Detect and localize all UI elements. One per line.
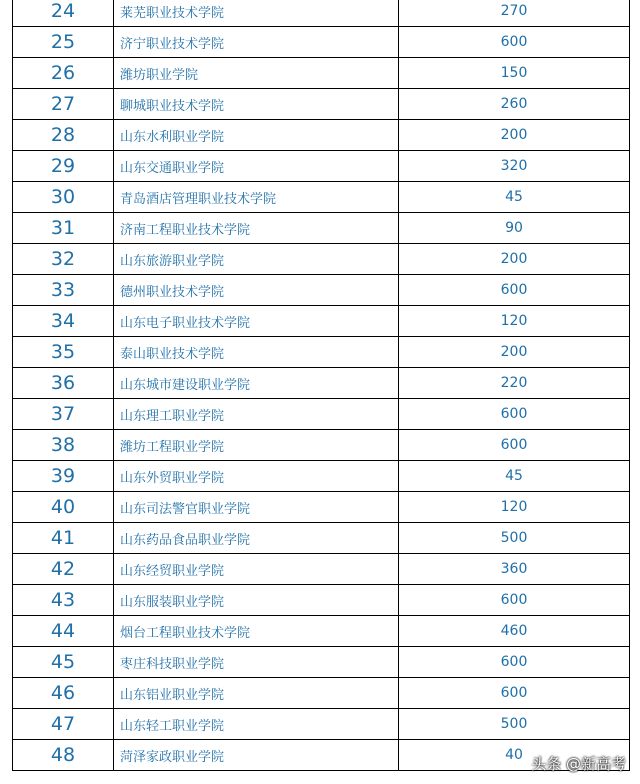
row-number-cell: 36 <box>13 368 114 399</box>
table-row <box>13 368 630 399</box>
row-number-cell: 34 <box>13 306 114 337</box>
row-number-cell: 44 <box>13 616 114 647</box>
college-name-cell: 潍坊工程职业学院 <box>114 430 399 461</box>
row-number-cell: 42 <box>13 554 114 585</box>
college-name-cell: 山东理工职业学院 <box>114 399 399 430</box>
quota-cell: 220 <box>399 368 630 399</box>
table-row <box>13 0 630 27</box>
quota-cell: 45 <box>399 461 630 492</box>
table-row <box>13 616 630 647</box>
table-row <box>13 647 630 678</box>
quota-cell: 600 <box>399 27 630 58</box>
quota-cell: 270 <box>399 0 630 27</box>
college-name-cell: 德州职业技术学院 <box>114 275 399 306</box>
college-name-cell: 烟台工程职业技术学院 <box>114 616 399 647</box>
table-row <box>13 306 630 337</box>
table-row <box>13 492 630 523</box>
row-number-cell: 25 <box>13 27 114 58</box>
college-name-cell: 泰山职业技术学院 <box>114 337 399 368</box>
college-name-cell: 莱芜职业技术学院 <box>114 0 399 27</box>
college-name-cell: 山东交通职业学院 <box>114 151 399 182</box>
table-row <box>13 182 630 213</box>
table-row <box>13 554 630 585</box>
college-name-cell: 聊城职业技术学院 <box>114 89 399 120</box>
quota-cell: 200 <box>399 337 630 368</box>
quota-cell: 500 <box>399 709 630 740</box>
quota-cell: 600 <box>399 647 630 678</box>
row-number-cell: 26 <box>13 58 114 89</box>
quota-cell: 45 <box>399 182 630 213</box>
quota-cell: 600 <box>399 430 630 461</box>
college-name-cell: 山东经贸职业学院 <box>114 554 399 585</box>
row-number-cell: 45 <box>13 647 114 678</box>
quota-cell: 500 <box>399 523 630 554</box>
college-name-cell: 济南工程职业技术学院 <box>114 213 399 244</box>
row-number-cell: 39 <box>13 461 114 492</box>
quota-cell: 120 <box>399 306 630 337</box>
row-number-cell: 46 <box>13 678 114 709</box>
quota-cell: 150 <box>399 58 630 89</box>
college-name-cell: 山东旅游职业学院 <box>114 244 399 275</box>
quota-cell: 600 <box>399 275 630 306</box>
table-row <box>13 27 630 58</box>
college-name-cell: 山东电子职业技术学院 <box>114 306 399 337</box>
row-number-cell: 24 <box>13 0 114 27</box>
quota-cell: 260 <box>399 89 630 120</box>
quota-cell: 120 <box>399 492 630 523</box>
table-row <box>13 120 630 151</box>
college-name-cell: 山东司法警官职业学院 <box>114 492 399 523</box>
row-number-cell: 30 <box>13 182 114 213</box>
college-name-cell: 山东城市建设职业学院 <box>114 368 399 399</box>
quota-cell: 600 <box>399 585 630 616</box>
college-name-cell: 山东水利职业学院 <box>114 120 399 151</box>
row-number-cell: 40 <box>13 492 114 523</box>
table-body <box>13 0 630 771</box>
row-number-cell: 48 <box>13 740 114 771</box>
table-row <box>13 89 630 120</box>
row-number-cell: 37 <box>13 399 114 430</box>
table-row <box>13 709 630 740</box>
table-row <box>13 430 630 461</box>
quota-cell: 200 <box>399 244 630 275</box>
quota-cell: 200 <box>399 120 630 151</box>
table-row <box>13 337 630 368</box>
college-name-cell: 山东服装职业学院 <box>114 585 399 616</box>
college-name-cell: 潍坊职业学院 <box>114 58 399 89</box>
college-name-cell: 济宁职业技术学院 <box>114 27 399 58</box>
college-name-cell: 枣庄科技职业学院 <box>114 647 399 678</box>
table-row <box>13 244 630 275</box>
quota-cell: 460 <box>399 616 630 647</box>
row-number-cell: 33 <box>13 275 114 306</box>
quota-cell: 360 <box>399 554 630 585</box>
table-row <box>13 213 630 244</box>
table-row <box>13 399 630 430</box>
row-number-cell: 47 <box>13 709 114 740</box>
row-number-cell: 29 <box>13 151 114 182</box>
table-row <box>13 151 630 182</box>
quota-cell: 40 <box>399 740 630 771</box>
quota-cell: 320 <box>399 151 630 182</box>
quota-cell: 90 <box>399 213 630 244</box>
row-number-cell: 31 <box>13 213 114 244</box>
table-row <box>13 461 630 492</box>
watermark: 头条 @新高考 <box>531 755 626 773</box>
college-name-cell: 菏泽家政职业学院 <box>114 740 399 771</box>
row-number-cell: 35 <box>13 337 114 368</box>
college-quota-table <box>12 0 630 771</box>
row-number-cell: 28 <box>13 120 114 151</box>
quota-cell: 600 <box>399 399 630 430</box>
college-name-cell: 山东药品食品职业学院 <box>114 523 399 554</box>
college-name-cell: 山东外贸职业学院 <box>114 461 399 492</box>
table-row <box>13 58 630 89</box>
row-number-cell: 38 <box>13 430 114 461</box>
table-row <box>13 678 630 709</box>
table-row <box>13 523 630 554</box>
college-name-cell: 青岛酒店管理职业技术学院 <box>114 182 399 213</box>
quota-cell: 600 <box>399 678 630 709</box>
row-number-cell: 27 <box>13 89 114 120</box>
table-row <box>13 585 630 616</box>
row-number-cell: 32 <box>13 244 114 275</box>
college-name-cell: 山东铝业职业学院 <box>114 678 399 709</box>
row-number-cell: 43 <box>13 585 114 616</box>
college-name-cell: 山东轻工职业学院 <box>114 709 399 740</box>
table-row <box>13 275 630 306</box>
row-number-cell: 41 <box>13 523 114 554</box>
